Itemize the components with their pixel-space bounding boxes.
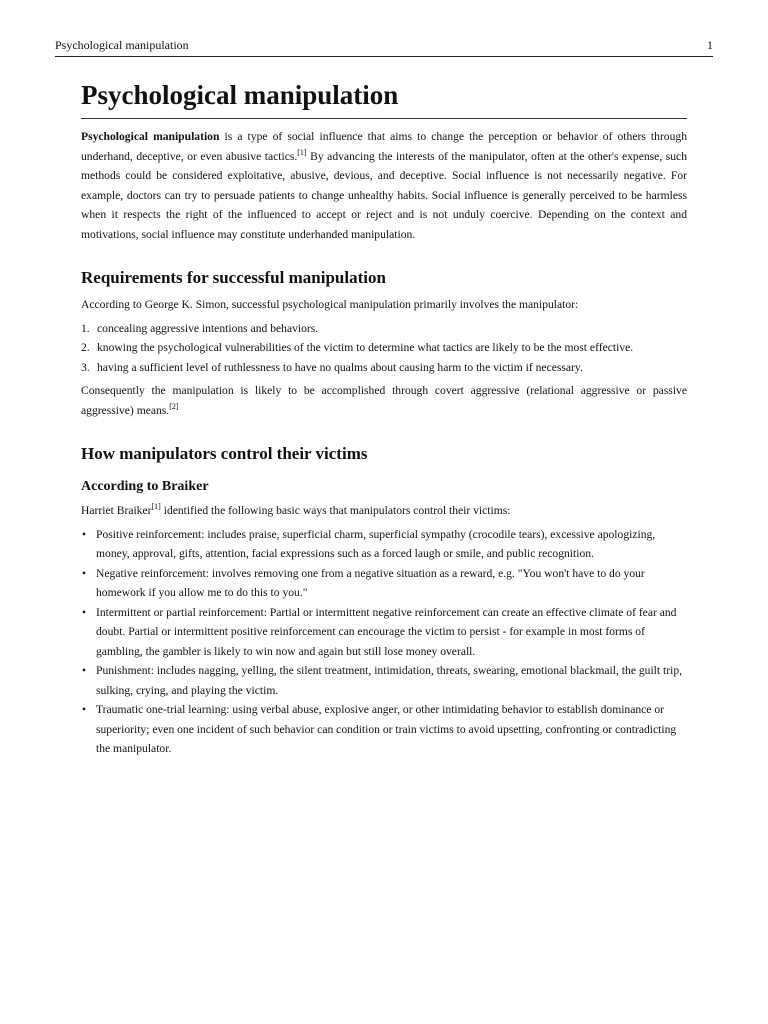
- requirements-list: [81, 319, 687, 378]
- section2-lead: [81, 501, 687, 521]
- article-body: [81, 78, 687, 763]
- running-title: Psychological manipulation: [55, 38, 189, 52]
- control-methods-list: [81, 525, 687, 759]
- bullet-marker: •: [82, 527, 87, 541]
- section1-closing: [81, 381, 687, 420]
- section1-closing-text: Consequently the manipulation is likely to be accomplished through covert aggressive (relational aggressive or passive aggressive) means.: [81, 384, 687, 417]
- bullet-marker: •: [82, 703, 87, 716]
- page-title: Psychological manipulation: [81, 78, 687, 119]
- list-item: [81, 700, 687, 759]
- intro-bold-term: Psychological manipulation: [81, 130, 220, 143]
- citation-ref[interactable]: [1]: [151, 502, 161, 511]
- bullet-marker: •: [82, 566, 87, 580]
- list-marker: 1.: [81, 321, 90, 335]
- section2-lead-name: Harriet Braiker: [81, 504, 152, 517]
- citation-ref[interactable]: [1]: [297, 147, 307, 157]
- page-number: 1: [707, 38, 713, 52]
- list-marker: 2.: [81, 341, 90, 354]
- list-item: [81, 525, 687, 564]
- list-item: [81, 603, 687, 662]
- list-item: [81, 358, 687, 378]
- list-item-text: Traumatic one-trial learning: using verbal abuse, explosive anger, or other intimidating behavior to establish dominance or superiority; even one incident of such behavior can condition or train victims to avoid upsetting, confronting or contradicting the manipulator.: [96, 703, 677, 755]
- list-item: [81, 338, 687, 358]
- section-heading-requirements: Requirements for successful manipulation: [81, 268, 386, 287]
- list-item-text: Punishment: includes nagging, yelling, the silent treatment, intimidation, threats, swearing, emotional blackmail, the guilt trip, sulking, crying, and playing the victim.: [96, 664, 683, 697]
- running-header: [55, 38, 713, 57]
- list-item-text: Intermittent or partial reinforcement: Partial or intermittent negative reinforcement can create an effective climate of fear and doubt. Partial or intermittent positive reinforcement can encourage the victim to persist - for example in most forms of gambling, the gambler is likely to win now and again but still lose money overall.: [96, 605, 677, 658]
- list-marker: 3.: [81, 360, 90, 374]
- section-heading-control: How manipulators control their victims: [81, 444, 368, 463]
- list-item-text: Positive reinforcement: includes praise, superficial charm, superficial sympathy (crocodile tears), excessive apologizing, money, approval, gifts, attention, facial expressions such as a forced laugh or smile, and public recognition.: [96, 527, 656, 560]
- list-item: [81, 661, 687, 700]
- list-item: [81, 319, 687, 339]
- list-item-text: having a sufficient level of ruthlessness to have no qualms about causing harm to the victim if necessary.: [97, 360, 583, 374]
- bullet-marker: •: [82, 605, 87, 619]
- bullet-marker: •: [82, 664, 87, 677]
- section2-lead-text: identified the following basic ways that manipulators control their victims:: [160, 504, 511, 517]
- list-item-text: Negative reinforcement: involves removing one from a negative situation as a reward, e.g. "You won't have to do your homework if you allow me to do this to you.": [96, 566, 645, 599]
- intro-text-a: is a type of social influence that aims to change the perception or behavior of others through underhand, deceptive, or even abusive tactics.: [81, 130, 687, 163]
- intro-paragraph: [81, 127, 687, 244]
- section1-lead: According to George K. Simon, successful psychological manipulation primarily involves the manipulator:: [81, 298, 579, 311]
- subsection-heading-braiker: According to Braiker: [81, 479, 209, 494]
- intro-text-b: By advancing the interests of the manipulator, often at the other's expense, such methods could be considered exploitative, abusive, devious, and deceptive. Social influence is not necessarily negative. For example, doctors can try to persuade patients to change unhealthy habits. Social influence is generally perceived to be harmless when it respects the right of the influenced to accept or reject and is not unduly coercive. Depending on the context and motivations, social influence may constitute underhanded manipulation.: [81, 149, 687, 241]
- list-item-text: concealing aggressive intentions and behaviors.: [97, 321, 319, 335]
- list-item: [81, 564, 687, 603]
- citation-ref[interactable]: [2]: [169, 401, 179, 411]
- list-item-text: knowing the psychological vulnerabilities of the victim to determine what tactics are likely to be the most effective.: [97, 341, 634, 354]
